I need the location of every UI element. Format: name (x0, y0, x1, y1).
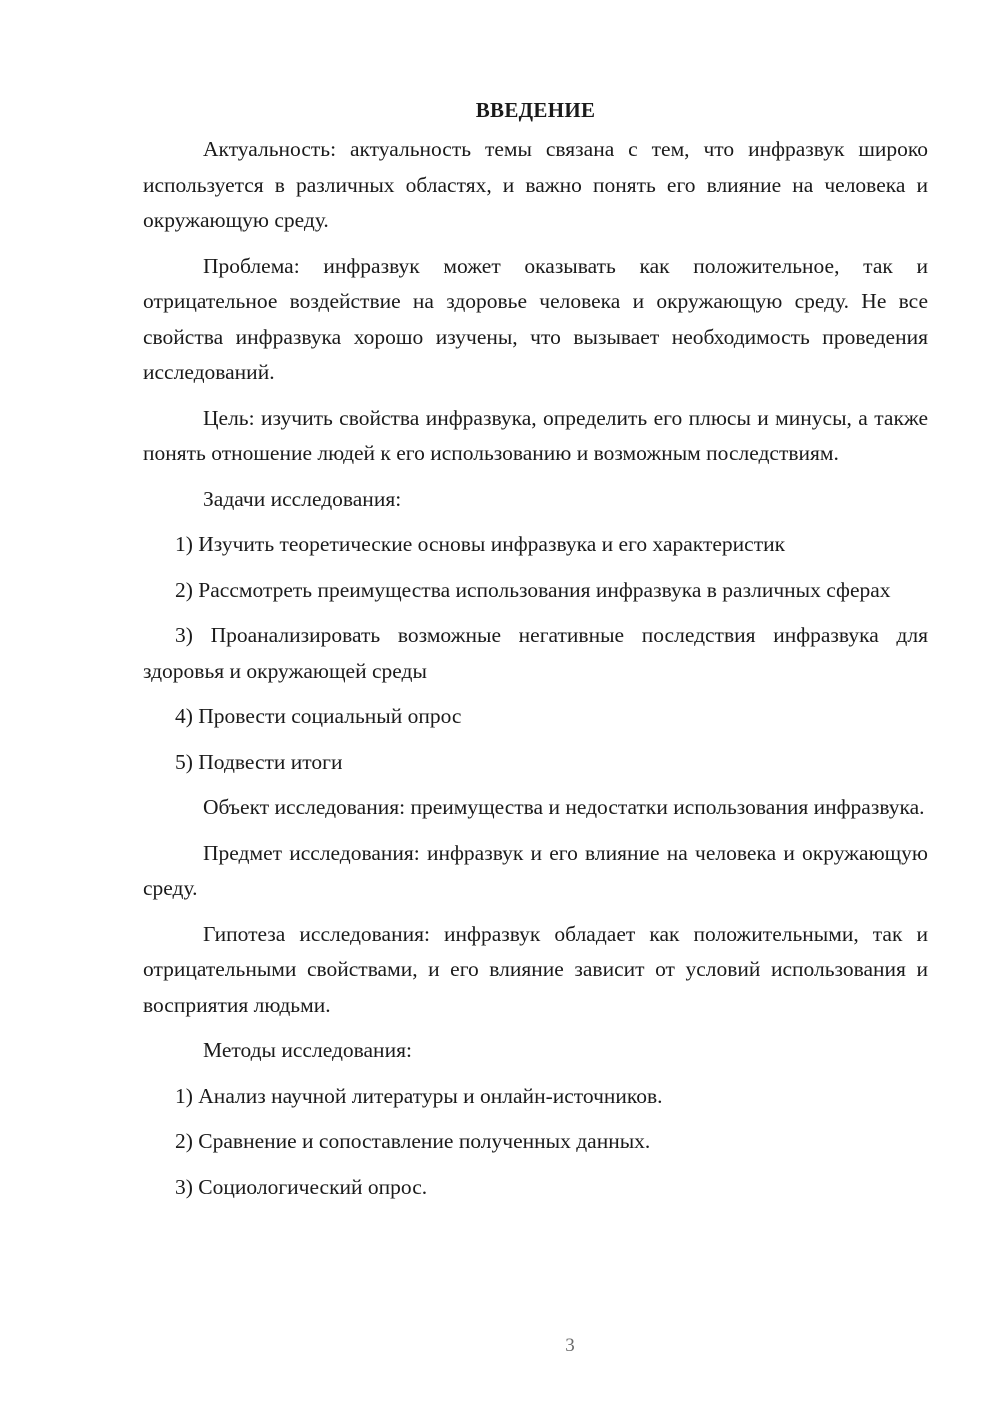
goal-paragraph: Цель: изучить свойства инфразвука, определить его плюсы и минусы, а также понять отношение людей к его использованию и возможным последствиям. (143, 405, 928, 465)
document-page (143, 92, 928, 1215)
method-item: 1) Анализ научной литературы и онлайн-источников. (175, 1083, 663, 1108)
task-item: 1) Изучить теоретические основы инфразвука и его характеристик (175, 532, 786, 556)
problem-paragraph: Проблема: инфразвук может оказывать как положительное, так и отрицательное воздействие на здоровье человека и окружающую среду. Не все свойства инфразвука хорошо изучены, что вызывает необходимость проведения исследований. (143, 253, 928, 384)
method-item: 3) Социологический опрос. (175, 1174, 428, 1199)
task-item: 4) Провести социальный опрос (175, 704, 462, 728)
page-number: 3 (565, 1335, 575, 1356)
tasks-heading: Задачи исследования: (203, 486, 402, 511)
relevance-paragraph: Актуальность: актуальность темы связана с тем, что инфразвук широко используется в различных областях, и важно понять его влияние на человека и окружающую среду. (143, 137, 928, 232)
hypothesis-paragraph: Гипотеза исследования: инфразвук обладает как положительными, так и отрицательными свойствами, и его влияние зависит от условий использования и восприятия людьми. (143, 921, 928, 1017)
section-title: ВВЕДЕНИЕ (475, 98, 596, 122)
task-item: 2) Рассмотреть преимущества использования инфразвука в различных сферах (175, 577, 891, 602)
task-item: 3) Проанализировать возможные негативные последствия инфразвука для здоровья и окружающей среды (143, 623, 928, 683)
methods-heading: Методы исследования: (203, 1038, 412, 1062)
object-paragraph: Объект исследования: преимущества и недостатки использования инфразвука. (203, 795, 925, 819)
method-item: 2) Сравнение и сопоставление полученных данных. (175, 1129, 651, 1153)
subject-paragraph: Предмет исследования: инфразвук и его влияние на человека и окружающую среду. (143, 840, 928, 900)
task-item: 5) Подвести итоги (175, 749, 343, 774)
